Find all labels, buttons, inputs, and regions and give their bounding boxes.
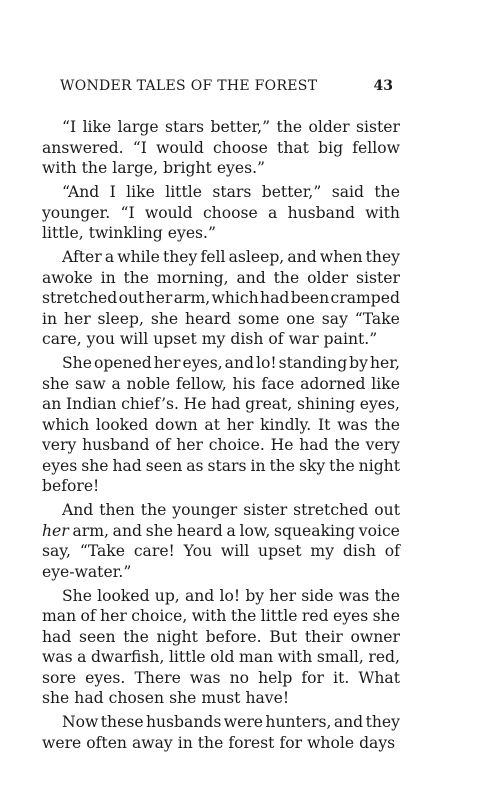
word: days — [359, 733, 396, 752]
word: eye-water.” — [42, 562, 132, 581]
word: she — [372, 607, 400, 625]
word: with — [277, 648, 313, 666]
word: You — [183, 542, 213, 560]
word: chief’s. — [121, 395, 180, 413]
word: Indian — [66, 395, 117, 413]
word: had — [260, 289, 290, 307]
word: eyes.” — [216, 159, 266, 177]
page-number: 43 — [373, 78, 393, 94]
word: stretched — [42, 289, 118, 307]
word: I — [109, 183, 116, 201]
word: “I — [132, 138, 147, 157]
word: often — [86, 733, 127, 752]
word: were — [223, 713, 264, 731]
word: was — [338, 586, 370, 605]
word: and — [112, 521, 142, 540]
text-line — [42, 329, 400, 350]
word: his — [232, 374, 256, 393]
word: have! — [245, 689, 290, 707]
word: my — [310, 542, 335, 560]
word: of — [80, 607, 96, 625]
word: eyes.” — [167, 224, 216, 242]
word: before! — [42, 477, 100, 495]
word: had — [42, 627, 72, 646]
word: as — [186, 456, 204, 475]
text-line — [42, 268, 400, 289]
text-line — [42, 117, 400, 138]
word: say — [321, 309, 348, 328]
text-line — [42, 138, 400, 159]
word: war — [288, 330, 319, 348]
word: her — [269, 586, 297, 605]
word: down — [154, 415, 198, 434]
word: fellow, — [175, 374, 227, 393]
text-line — [42, 476, 400, 497]
word: What — [358, 668, 400, 687]
word: the — [374, 415, 400, 434]
word: the — [81, 159, 108, 177]
word: care, — [42, 330, 82, 348]
word: with — [365, 203, 400, 222]
text-line — [42, 415, 400, 436]
word: before. — [205, 627, 262, 646]
word: red, — [368, 648, 400, 666]
word: red — [301, 607, 329, 625]
word: hunters, — [265, 713, 332, 731]
text-line — [42, 521, 400, 542]
word: the — [374, 183, 400, 201]
word: she — [145, 521, 173, 540]
word: her — [153, 354, 181, 372]
word: a — [104, 248, 115, 266]
word: my — [201, 330, 226, 348]
word: and — [224, 354, 254, 372]
word: better,” — [210, 118, 271, 136]
word: great, — [245, 395, 293, 413]
word: Now — [62, 713, 99, 731]
text-line — [42, 586, 400, 607]
word: and — [184, 586, 215, 605]
text-line — [42, 668, 400, 689]
word: “Take — [79, 542, 125, 560]
word: “And — [62, 183, 100, 201]
word: younger — [172, 501, 238, 519]
word: which — [211, 289, 259, 307]
word: eyes, — [359, 395, 400, 413]
word: saw — [75, 374, 106, 393]
word: little — [260, 607, 298, 625]
word: man — [239, 648, 274, 666]
word: She — [62, 586, 92, 605]
word: little — [168, 648, 206, 666]
word: heard — [176, 521, 223, 540]
word: She — [62, 354, 92, 372]
word: small, — [316, 648, 364, 666]
word: was — [337, 415, 368, 434]
word: asleep, — [228, 248, 285, 266]
word: had — [211, 395, 241, 413]
word: eyes. — [85, 668, 126, 687]
word: But — [269, 627, 298, 646]
word: opened — [93, 354, 152, 372]
text-line — [42, 203, 400, 224]
word: older — [307, 268, 349, 287]
word: no — [229, 668, 250, 687]
word: squeaking — [274, 521, 356, 540]
word: choose — [213, 138, 268, 157]
word: looked — [97, 586, 150, 605]
word: the — [197, 733, 224, 752]
word: the — [269, 456, 295, 475]
word: the — [230, 607, 257, 625]
word: older — [308, 118, 350, 136]
word: been — [290, 289, 330, 307]
text-line — [42, 500, 400, 521]
word: “I — [120, 203, 135, 222]
word: they — [365, 248, 400, 266]
word: said — [331, 183, 365, 201]
word: her — [63, 309, 91, 328]
word: her — [176, 436, 203, 454]
word: very — [365, 436, 400, 454]
word: noble — [126, 374, 171, 393]
word: choice. — [208, 436, 265, 454]
word: the — [329, 456, 355, 475]
word: seen — [145, 456, 183, 475]
word: awoke — [42, 268, 93, 287]
text-line — [42, 182, 400, 203]
body-text — [42, 117, 400, 753]
word: man — [42, 607, 77, 625]
word: the — [123, 268, 150, 287]
word: eyes, — [182, 354, 223, 372]
word: husband — [287, 203, 355, 222]
word: the — [334, 436, 360, 454]
word: the — [123, 627, 149, 646]
word: stretched — [293, 501, 369, 519]
word: owner — [350, 627, 400, 646]
word: for — [301, 668, 325, 687]
word: lo! — [219, 586, 241, 605]
word: had — [299, 436, 329, 454]
word: “Take — [354, 309, 400, 328]
word: up, — [154, 586, 180, 605]
word: had — [74, 689, 104, 707]
word: shining — [296, 395, 356, 413]
word: would — [156, 138, 204, 157]
word: choice, — [131, 607, 188, 625]
word: forest — [228, 733, 275, 752]
word: were — [42, 733, 82, 752]
word: arm, — [173, 289, 211, 307]
word: was — [42, 648, 73, 666]
word: a — [111, 374, 121, 393]
word: a — [226, 521, 236, 540]
word: younger. — [42, 203, 111, 222]
word: night — [358, 456, 400, 475]
text-line — [42, 394, 400, 415]
word: in — [250, 456, 266, 475]
word: out — [374, 501, 400, 519]
word: the — [276, 118, 303, 136]
word: their — [304, 627, 343, 646]
word: of — [155, 436, 171, 454]
word: which — [42, 415, 90, 434]
word: by — [349, 354, 368, 372]
word: will — [220, 542, 250, 560]
word: help — [258, 668, 293, 687]
word: while — [117, 248, 160, 266]
text-line — [42, 353, 400, 374]
word: say, — [42, 542, 71, 560]
word: would — [144, 203, 193, 222]
word: husbands — [145, 713, 222, 731]
word: will — [119, 330, 149, 348]
word: He — [270, 436, 294, 454]
word: one — [286, 309, 315, 328]
word: she — [150, 309, 179, 328]
word: twinkling — [88, 224, 163, 242]
word: sister — [356, 268, 400, 287]
text-line — [42, 247, 400, 268]
text-line — [42, 712, 400, 733]
word: big — [318, 138, 344, 157]
word: little — [165, 183, 202, 201]
text-line — [42, 606, 400, 627]
word: when — [319, 248, 363, 266]
word: she — [42, 374, 70, 393]
word: dwarfish, — [90, 648, 165, 666]
word: some — [237, 309, 280, 328]
text-line — [42, 223, 400, 244]
word: in — [100, 268, 116, 287]
word: like — [126, 183, 155, 201]
text-line — [42, 374, 400, 395]
text-line — [42, 435, 400, 456]
word: the — [273, 268, 300, 287]
word: arm, — [72, 521, 109, 540]
italic-word: her — [42, 521, 69, 540]
text-line — [42, 456, 400, 477]
word: they — [162, 248, 198, 266]
word: in — [177, 733, 193, 752]
word: fellow — [352, 138, 400, 157]
word: a — [77, 648, 87, 666]
word: must — [201, 689, 241, 707]
word: was — [189, 668, 221, 687]
word: sleep, — [97, 309, 144, 328]
word: He — [183, 395, 207, 413]
word: eyes — [42, 456, 78, 475]
word: bright — [163, 159, 212, 177]
word: heard — [185, 309, 232, 328]
word: her — [100, 607, 127, 625]
word: little, — [42, 224, 84, 242]
word: her — [145, 289, 173, 307]
word: her — [226, 415, 254, 434]
text-line — [42, 562, 400, 583]
word: an — [42, 395, 62, 413]
word: had — [112, 456, 142, 475]
word: cramped — [330, 289, 400, 307]
word: she — [169, 689, 197, 707]
word: voice — [358, 521, 400, 540]
word: “I — [62, 118, 77, 136]
word: in — [42, 309, 58, 328]
word: And — [62, 501, 94, 519]
word: looked — [95, 415, 149, 434]
word: old — [210, 648, 235, 666]
word: upset — [258, 542, 302, 560]
text-line — [42, 688, 400, 709]
word: very — [42, 436, 77, 454]
word: eyes — [332, 607, 369, 625]
word: sister — [243, 501, 288, 519]
word: sky — [298, 456, 326, 475]
word: at — [204, 415, 220, 434]
text-line — [42, 733, 400, 754]
word: paint.” — [323, 330, 378, 348]
word: they — [365, 713, 400, 731]
word: husband — [82, 436, 150, 454]
word: fell — [200, 248, 226, 266]
word: with — [191, 607, 227, 625]
word: lo! — [255, 354, 277, 372]
word: standing — [278, 354, 348, 372]
word: then — [99, 501, 135, 519]
word: stars — [212, 183, 252, 201]
word: by — [245, 586, 265, 605]
word: with — [42, 159, 77, 177]
word: sore — [42, 668, 77, 687]
word: morning, — [156, 268, 229, 287]
word: she — [81, 456, 109, 475]
word: like — [371, 374, 400, 393]
text-line — [42, 541, 400, 562]
word: There — [134, 668, 181, 687]
word: kindly. — [260, 415, 312, 434]
word: whole — [307, 733, 355, 752]
text-line — [42, 309, 400, 330]
word: you — [86, 330, 115, 348]
word: sister — [355, 118, 400, 136]
word: large, — [112, 159, 159, 177]
word: chosen — [108, 689, 165, 707]
word: like — [82, 118, 112, 136]
word: face — [261, 374, 295, 393]
word: night — [156, 627, 198, 646]
word: it. — [333, 668, 350, 687]
word: care! — [133, 542, 175, 560]
word: the — [140, 501, 167, 519]
word: choose — [202, 203, 258, 222]
word: It — [317, 415, 331, 434]
word: seen — [79, 627, 116, 646]
word: away — [131, 733, 173, 752]
word: and — [287, 248, 317, 266]
word: side — [301, 586, 334, 605]
word: dish — [230, 330, 264, 348]
text-line — [42, 647, 400, 668]
word: stars — [207, 456, 247, 475]
word: large — [117, 118, 159, 136]
word: of — [384, 542, 400, 560]
word: these — [100, 713, 144, 731]
word: and — [236, 268, 266, 287]
word: she — [42, 689, 70, 707]
word: the — [374, 586, 400, 605]
word: low, — [239, 521, 271, 540]
word: upset — [153, 330, 197, 348]
text-line — [42, 627, 400, 648]
text-line — [42, 158, 400, 179]
word: After — [62, 248, 102, 266]
word: stars — [165, 118, 205, 136]
word: her, — [369, 354, 400, 372]
word: that — [277, 138, 309, 157]
word: for — [279, 733, 303, 752]
running-title: WONDER TALES OF THE FOREST — [60, 78, 318, 94]
word: dish — [342, 542, 376, 560]
word: out — [118, 289, 145, 307]
word: a — [268, 203, 278, 222]
word: adorned — [300, 374, 366, 393]
word: and — [333, 713, 364, 731]
word: of — [268, 330, 284, 348]
word: better,” — [261, 183, 322, 201]
text-line — [42, 288, 400, 309]
word: answered. — [42, 138, 124, 157]
